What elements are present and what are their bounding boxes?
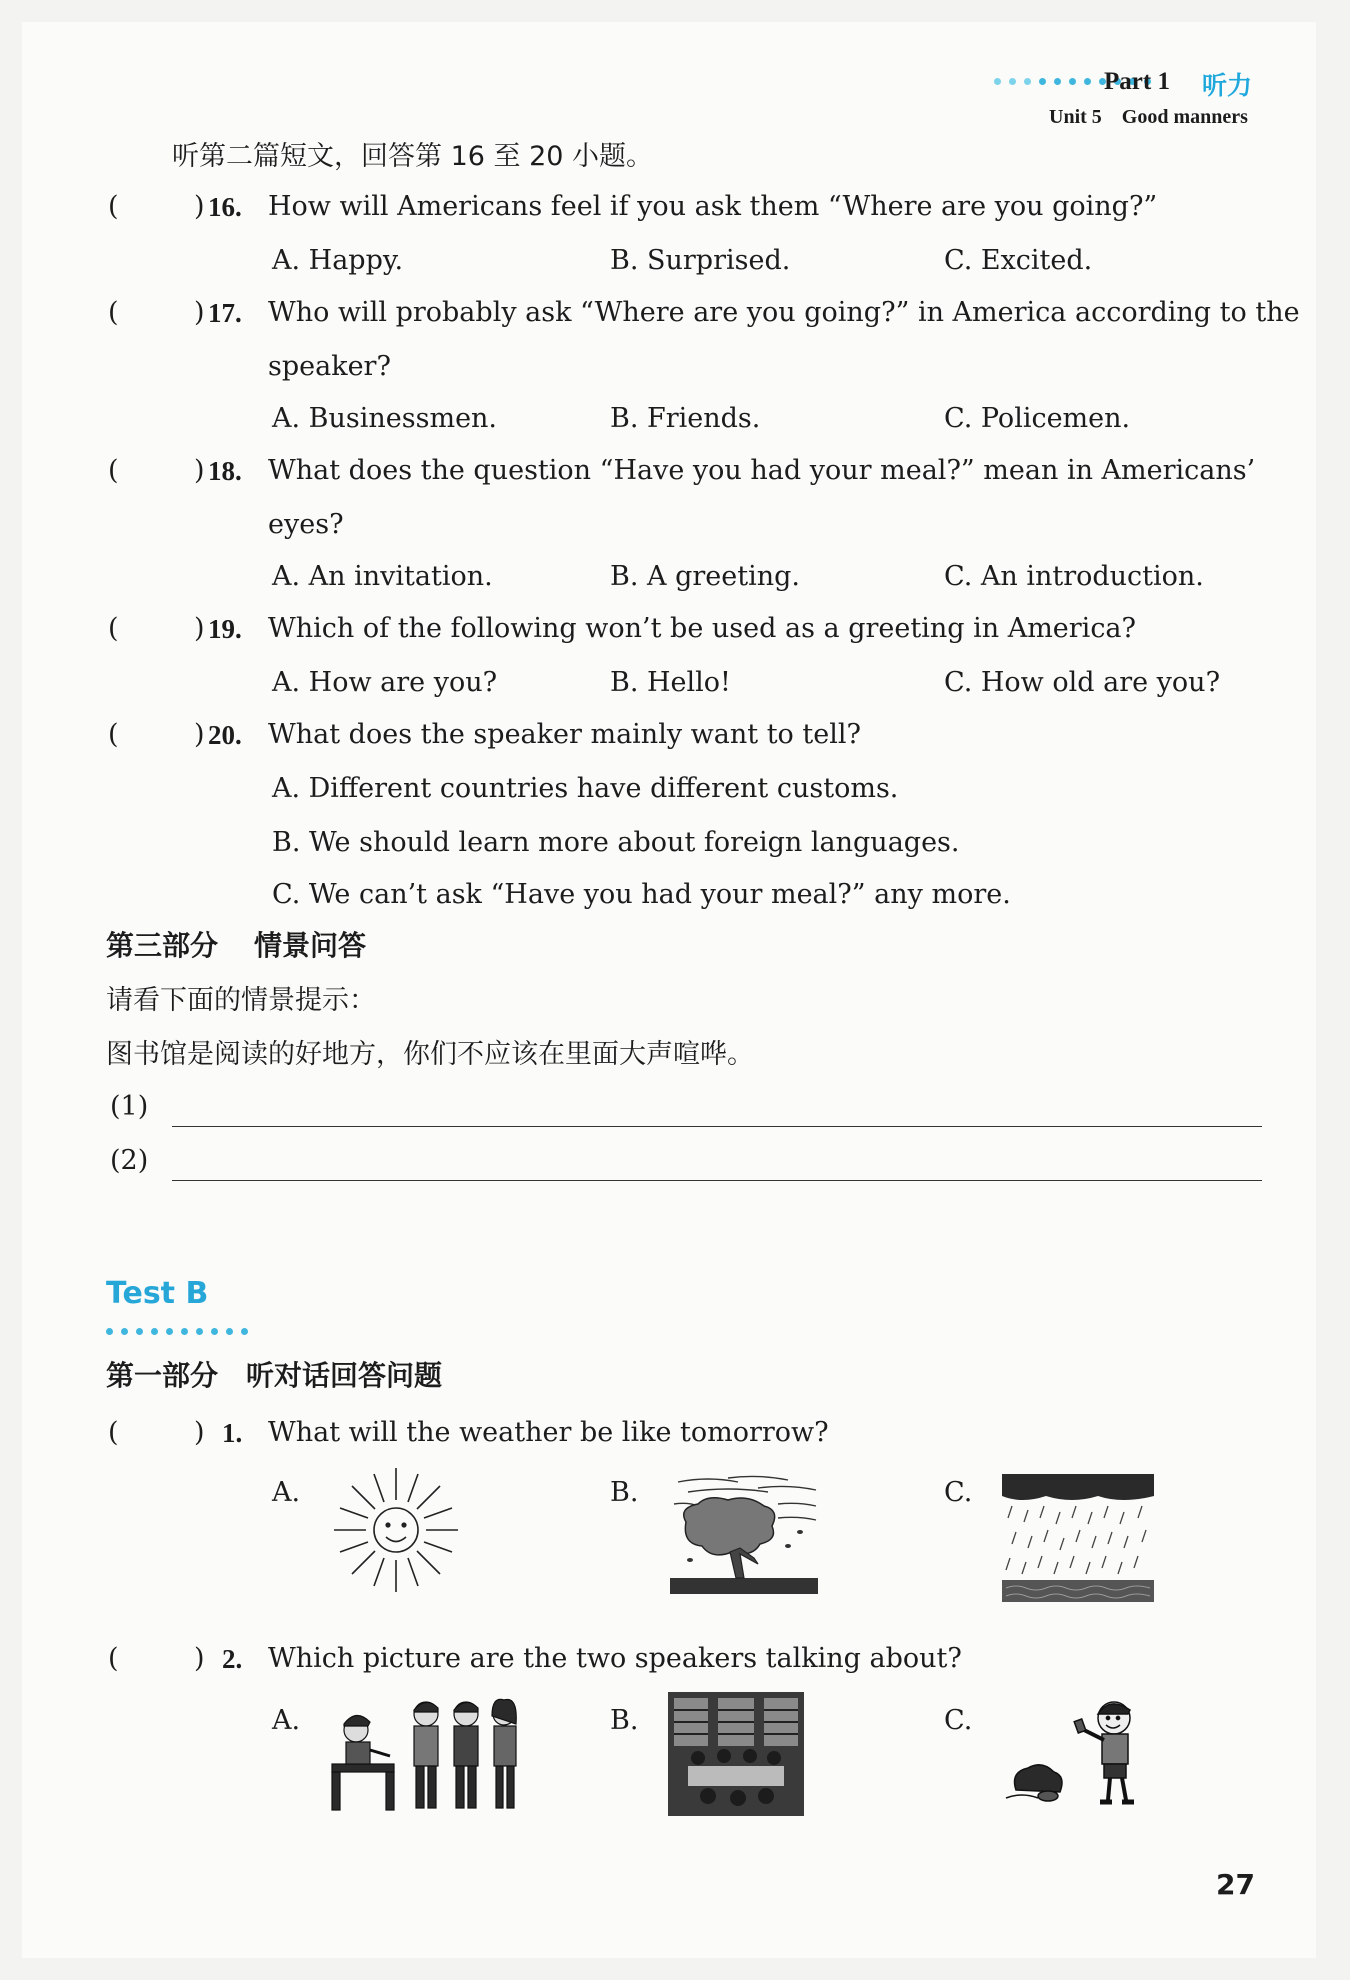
answer-paren-close: ) — [194, 191, 205, 222]
question-number: 1. — [222, 1418, 243, 1448]
question-number: 2. — [222, 1644, 243, 1674]
answer-paren-open: ( — [108, 455, 119, 486]
answer-paren-close: ) — [194, 1417, 205, 1448]
question-number: 18. — [208, 456, 242, 486]
option-b: B. Surprised. — [610, 245, 791, 276]
option-b: B. Friends. — [610, 403, 761, 434]
option-c: C. Excited. — [944, 245, 1093, 276]
option-b: B. We should learn more about foreign languages. — [272, 827, 960, 858]
blank-label-2: (2) — [110, 1145, 149, 1176]
option-a-label: A. — [272, 1477, 301, 1508]
rain-icon — [1002, 1474, 1154, 1602]
answer-blank-1[interactable] — [172, 1126, 1262, 1127]
question-text: Which of the following won’t be used as a greeting in America? — [268, 613, 1137, 644]
answer-paren-open: ( — [108, 191, 119, 222]
library-image — [668, 1692, 804, 1816]
option-c: C. We can’t ask “Have you had your meal?” any more. — [272, 879, 1011, 910]
answer-paren-close: ) — [194, 1643, 205, 1674]
option-b-label: B. — [610, 1705, 639, 1736]
header-unit-label: Unit 5 — [1049, 106, 1102, 128]
question-text: Which picture are the two speakers talking about? — [268, 1643, 962, 1674]
header-unit — [1049, 106, 1248, 129]
answer-paren-open: ( — [108, 297, 119, 328]
header-part: Part 1 — [1104, 68, 1170, 95]
option-a: A. Happy. — [272, 245, 404, 276]
scenario-prompt: 请看下面的情景提示： — [106, 985, 376, 1016]
option-c-label: C. — [944, 1477, 973, 1508]
question-text-continued: eyes? — [268, 509, 344, 540]
section-intro: 听第二篇短文，回答第 16 至 20 小题。 — [172, 141, 654, 172]
option-b: B. A greeting. — [610, 561, 800, 592]
section-title — [106, 928, 366, 964]
option-c: C. An introduction. — [944, 561, 1204, 592]
test-b-title: Test B — [106, 1276, 209, 1311]
header-part-title: 听力 — [1202, 71, 1253, 100]
option-b: B. Hello! — [610, 667, 731, 698]
sun-icon — [328, 1462, 464, 1598]
section-title-name: 情景问答 — [254, 929, 367, 962]
answer-paren-close: ) — [194, 297, 205, 328]
page — [22, 22, 1316, 1958]
scenario-text: 图书馆是阅读的好地方，你们不应该在里面大声喧哗。 — [106, 1039, 754, 1070]
people-at-desk-image — [328, 1694, 538, 1812]
option-a: A. How are you? — [272, 667, 498, 698]
option-c-label: C. — [944, 1705, 973, 1736]
blank-label-1: (1) — [110, 1091, 149, 1122]
answer-paren-open: ( — [108, 1643, 119, 1674]
question-number: 17. — [208, 298, 242, 328]
answer-paren-close: ) — [194, 719, 205, 750]
question-number: 16. — [208, 192, 242, 222]
option-a: A. Businessmen. — [272, 403, 498, 434]
option-c: C. How old are you? — [944, 667, 1221, 698]
answer-paren-open: ( — [108, 613, 119, 644]
answer-blank-2[interactable] — [172, 1180, 1262, 1181]
answer-paren-close: ) — [194, 455, 205, 486]
answer-paren-close: ) — [194, 613, 205, 644]
option-b-label: B. — [610, 1477, 639, 1508]
answer-paren-open: ( — [108, 1417, 119, 1448]
question-text: How will Americans feel if you ask them “Where are you going?” — [268, 191, 1158, 222]
section-title-part: 第三部分 — [106, 929, 219, 962]
boy-litter-image — [1002, 1696, 1152, 1812]
section-title — [106, 1358, 442, 1394]
question-text-continued: speaker? — [268, 351, 391, 382]
answer-paren-open: ( — [108, 719, 119, 750]
header-unit-title: Good manners — [1121, 106, 1248, 128]
windy-tree-icon — [668, 1474, 820, 1596]
question-text: What does the speaker mainly want to tell? — [268, 719, 861, 750]
option-a-label: A. — [272, 1705, 301, 1736]
test-b-dots — [106, 1328, 248, 1335]
option-a: A. Different countries have different customs. — [272, 773, 899, 804]
question-number: 20. — [208, 720, 242, 750]
page-number: 27 — [1216, 1868, 1255, 1901]
option-c: C. Policemen. — [944, 403, 1131, 434]
question-text: What does the question “Have you had your meal?” mean in Americans’ — [268, 455, 1256, 486]
section-title-name: 听对话回答问题 — [246, 1359, 443, 1392]
question-number: 19. — [208, 614, 242, 644]
section-title-part: 第一部分 — [106, 1359, 219, 1392]
question-text: What will the weather be like tomorrow? — [268, 1417, 829, 1448]
option-a: A. An invitation. — [272, 561, 493, 592]
question-text: Who will probably ask “Where are you going?” in America according to the — [268, 297, 1300, 328]
